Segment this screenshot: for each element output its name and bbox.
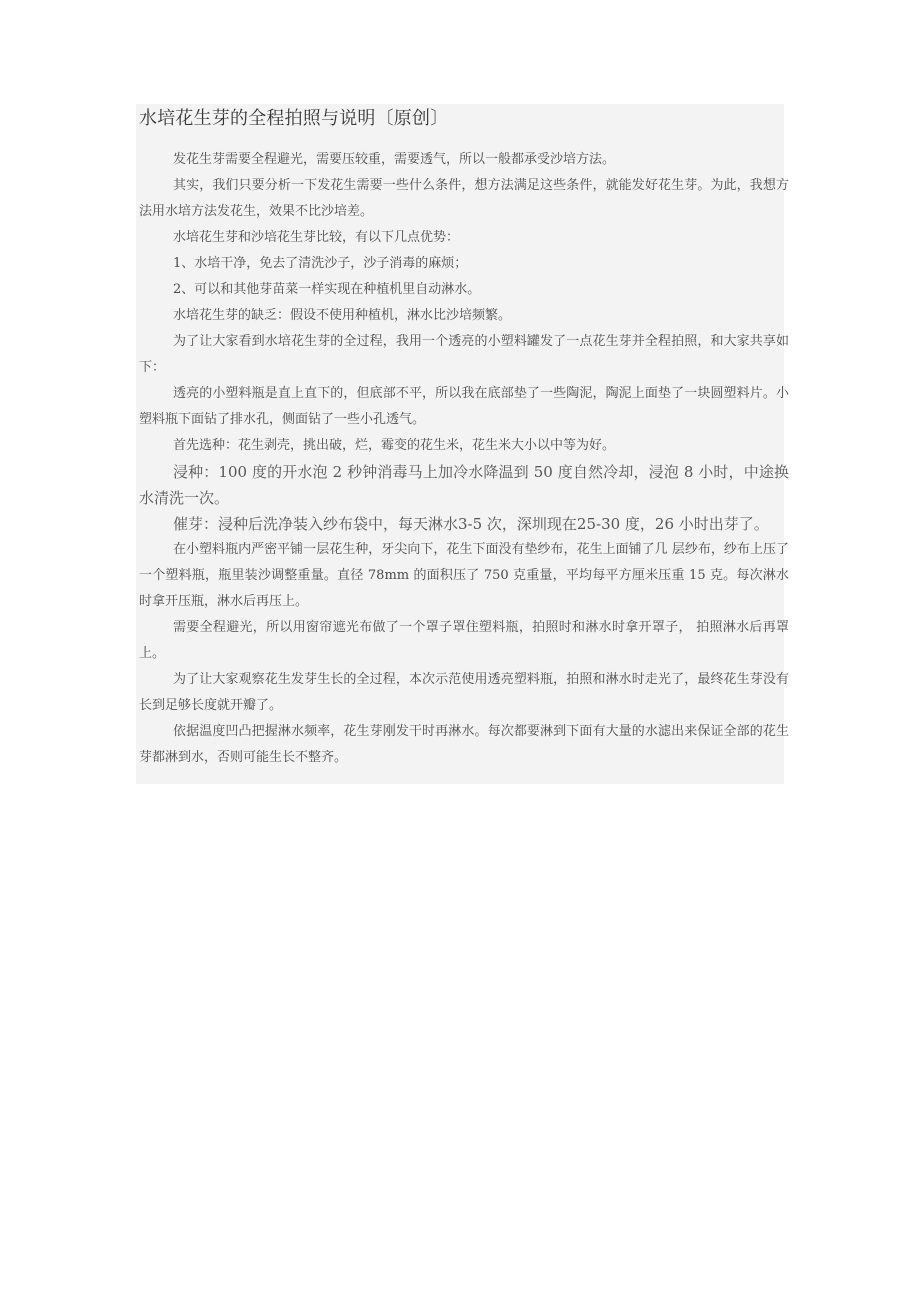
- title-spacer: [139, 133, 789, 147]
- article: [139, 104, 789, 771]
- paragraph-soaking: 浸种：100 度的开水泡 2 秒钟消毒马上加冷水降温到 50 度自然冷却，浸泡 8 小时，中途换水清洗一次。: [139, 463, 789, 507]
- paragraph-intro: 发花生芽需要全程避光，需要压较重，需要透气，所以一般都承受沙培方法。: [173, 152, 616, 167]
- paragraph-seed-selection: 首先选种：花生剥壳，挑出破，烂，霉变的花生米，花生米大小以中等为好。: [173, 438, 616, 453]
- paragraph-layout: 在小塑料瓶内严密平铺一层花生种，牙尖向下，花生下面没有垫纱布，花生上面铺了几 层纱布，纱布上压了一个塑料瓶，瓶里装沙调整重量。直径 78mm 的面积压了 750 克重量，平均每平方厘米压重 15 克。每次淋水时拿开压瓶，淋水后再压上。: [139, 542, 789, 609]
- paragraph-observation: 为了让大家观察花生发芽生长的全过程，本次示范使用透亮塑料瓶，拍照和淋水时走光了，最终花生芽没有长到足够长度就开瓣了。: [139, 672, 789, 713]
- paragraph-shading: 需要全程避光，所以用窗帘遮光布做了一个罩子罩住塑料瓶，拍照时和淋水时拿开罩子， 拍照淋水后再罩上。: [139, 620, 789, 661]
- paragraph-advantage-2: 2、可以和其他芽苗菜一样实现在种植机里自动淋水。: [173, 282, 481, 297]
- paragraph-container: 透亮的小塑料瓶是直上直下的，但底部不平，所以我在底部垫了一些陶泥，陶泥上面垫了一块圆塑料片。小塑料瓶下面钻了排水孔，侧面钻了一些小孔透气。: [139, 386, 789, 427]
- paragraph-advantages-heading: 水培花生芽和沙培花生芽比较，有以下几点优势：: [173, 230, 460, 245]
- paragraph-watering: 依据温度凹凸把握淋水频率，花生芽刚发干时再淋水。每次都要淋到下面有大量的水滤出来保证全部的花生芽都淋到水，否则可能生长不整齐。: [139, 724, 789, 765]
- paragraph-disadvantage: 水培花生芽的缺乏：假设不使用种植机，淋水比沙培频繁。: [173, 308, 512, 323]
- article-title: 水培花生芽的全程拍照与说明〔原创〕: [139, 108, 449, 129]
- paragraph-analysis: 其实，我们只要分析一下发花生需要一些什么条件，想方法满足这些条件，就能发好花生芽。为此，我想方法用水培方法发花生，效果不比沙培差。: [139, 178, 789, 219]
- paragraph-photo-intro: 为了让大家看到水培花生芽的全过程，我用一个透亮的小塑料罐发了一点花生芽并全程拍照，和大家共享如下：: [139, 334, 789, 375]
- paragraph-advantage-1: 1、水培干净，免去了清洗沙子，沙子消毒的麻烦；: [173, 256, 468, 271]
- paragraph-germination: 催芽：浸种后洗净装入纱布袋中，每天淋水3-5 次，深圳现在25-30 度，26 小时出芽了。: [173, 515, 769, 533]
